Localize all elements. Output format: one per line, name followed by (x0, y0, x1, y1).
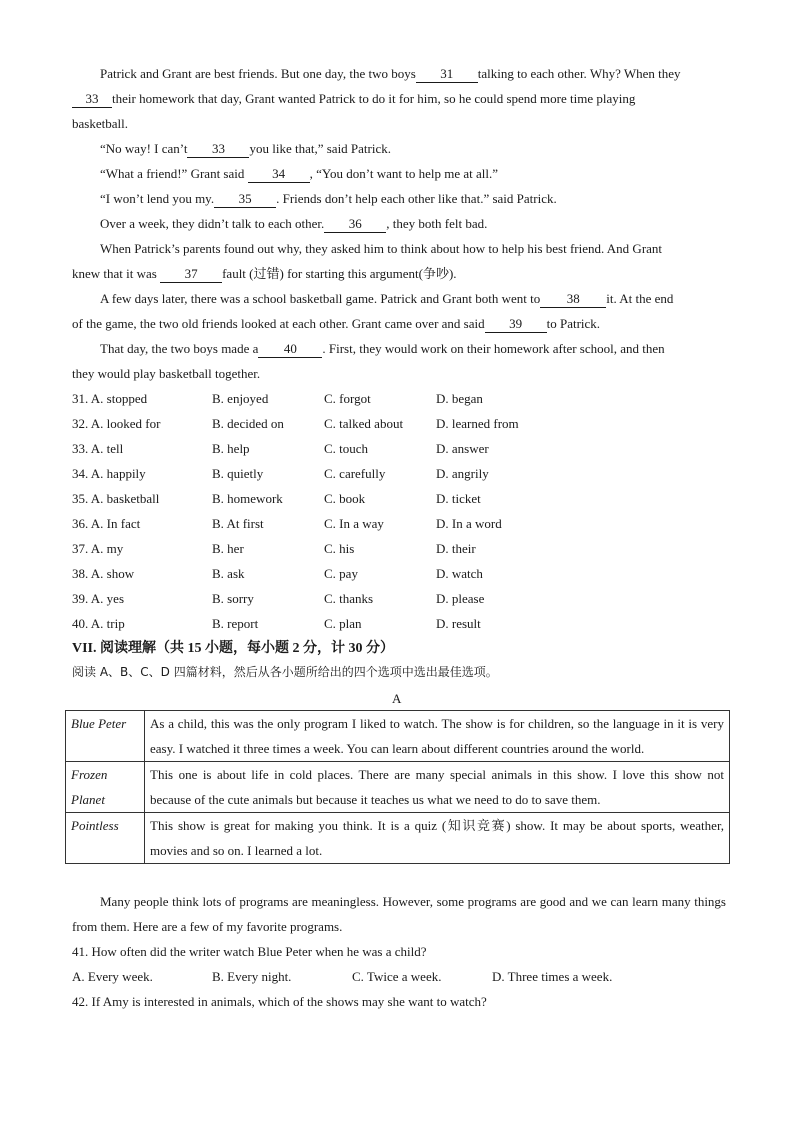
blank-36: 36 (324, 216, 386, 233)
blank-33-first: 33 (72, 91, 112, 108)
option-c: C. forgot (324, 391, 371, 406)
part-label: A (392, 691, 402, 706)
option-b: B. decided on (212, 416, 284, 431)
passage-line-10 (100, 286, 673, 311)
option-d: D. In a word (436, 516, 502, 531)
option-c: C. his (324, 541, 355, 556)
question-42: 42. If Amy is interested in animals, which of the shows may she want to watch? (72, 994, 487, 1009)
blank-33: 33 (187, 141, 249, 158)
option-d: D. result (436, 616, 481, 631)
option-d: D. began (436, 391, 483, 406)
passage-text: their homework that day, Grant wanted Patrick to do it for him, so he could spend more time playing (112, 91, 636, 106)
option-a: 37. A. my (72, 541, 124, 556)
blank-37: 37 (160, 266, 222, 283)
q41-option-c: C. Twice a week. (352, 969, 442, 984)
option-b: B. help (212, 441, 250, 456)
passage-text: . Friends don’t help each other like that.” said Patrick. (276, 191, 557, 206)
option-a: 36. A. In fact (72, 516, 141, 531)
program-description: This one is about life in cold places. There are many special animals in this show. I love this show not because of the cute animals but because it teaches us what we need to do to save them. (145, 762, 730, 813)
program-description: As a child, this was the only program I liked to watch. The show is for children, so the language in it is very easy. I watched it three times a week. You can learn about different countries around the world. (145, 711, 730, 762)
passage-line-5 (100, 161, 498, 186)
option-d: D. their (436, 541, 476, 556)
passage-line-2 (72, 86, 726, 111)
option-c: C. plan (324, 616, 362, 631)
passage-line-8: When Patrick’s parents found out why, they asked him to think about how to help his best friend. And Grant (100, 241, 663, 256)
option-b: B. ask (212, 566, 245, 581)
passage-text: fault (过错) for starting this argument(争吵). (222, 266, 457, 281)
passage-line-1 (100, 61, 681, 86)
option-b: B. homework (212, 491, 283, 506)
passage-line-11 (72, 311, 600, 336)
passage-text: knew that it was (72, 266, 157, 281)
option-c: C. touch (324, 441, 369, 456)
option-d: D. learned from (436, 416, 519, 431)
option-b: B. enjoyed (212, 391, 269, 406)
program-description: This show is great for making you think. It is a quiz (知识竞赛) show. It may be about sports, weather, movies and so on. I learned a lot. (145, 813, 730, 864)
option-c: C. talked about (324, 416, 404, 431)
passage-text: “No way! I can’t (100, 141, 188, 156)
option-d: D. watch (436, 566, 483, 581)
option-b: B. her (212, 541, 244, 556)
option-c: C. pay (324, 566, 358, 581)
section-instruction: 阅读 A、B、C、D 四篇材料，然后从各小题所给出的四个选项中选出最佳选项。 (72, 665, 498, 679)
option-c: C. thanks (324, 591, 374, 606)
blank-38: 38 (540, 291, 606, 308)
q41-option-a: A. Every week. (72, 969, 153, 984)
option-a: 32. A. looked for (72, 416, 161, 431)
q41-option-b: B. Every night. (212, 969, 292, 984)
passage-text: , “You don’t want to help me at all.” (309, 166, 498, 181)
blank-35: 35 (214, 191, 276, 208)
blank-34: 34 (248, 166, 310, 183)
passage-line-7 (100, 211, 487, 236)
program-name: Pointless (66, 813, 145, 864)
passage-line-6 (100, 186, 557, 211)
program-name: Frozen Planet (66, 762, 145, 813)
passage-line-13: they would play basketball together. (72, 366, 261, 381)
option-c: C. carefully (324, 466, 386, 481)
passage-text: , they both felt bad. (386, 216, 488, 231)
option-a: 33. A. tell (72, 441, 124, 456)
option-a: 38. A. show (72, 566, 135, 581)
passage-text: Patrick and Grant are best friends. But one day, the two boys (100, 66, 416, 81)
option-a: 35. A. basketball (72, 491, 160, 506)
option-c: C. In a way (324, 516, 384, 531)
passage-text: “What a friend!” Grant said (100, 166, 245, 181)
option-b: B. sorry (212, 591, 254, 606)
option-b: B. At first (212, 516, 264, 531)
passage-text: A few days later, there was a school basketball game. Patrick and Grant both went to (100, 291, 541, 306)
section-title: VII. 阅读理解（共 15 小题，每小题 2 分，计 30 分） (72, 641, 395, 656)
programs-table (65, 710, 730, 864)
option-a: 31. A. stopped (72, 391, 148, 406)
option-d: D. ticket (436, 491, 481, 506)
passage-text: you like that,” said Patrick. (249, 141, 392, 156)
option-a: 34. A. happily (72, 466, 146, 481)
program-name: Blue Peter (66, 711, 145, 762)
passage-text: to Patrick. (546, 316, 601, 331)
blank-31: 31 (416, 66, 478, 83)
table-row (66, 762, 730, 813)
option-b: B. quietly (212, 466, 264, 481)
passage-line-12 (72, 336, 726, 361)
blank-40: 40 (258, 341, 322, 358)
passage-text: . First, they would work on their homework after school, and then (322, 341, 665, 356)
option-d: D. please (436, 591, 485, 606)
passage-line-9 (72, 261, 457, 286)
table-row (66, 813, 730, 864)
passage-text: talking to each other. Why? When they (477, 66, 681, 81)
option-d: D. angrily (436, 466, 489, 481)
question-41: 41. How often did the writer watch Blue Peter when he was a child? (72, 944, 427, 959)
passage-text: it. At the end (606, 291, 674, 306)
blank-39: 39 (485, 316, 547, 333)
option-b: B. report (212, 616, 259, 631)
passage-text: Over a week, they didn’t talk to each other. (100, 216, 325, 231)
passage-line-4 (100, 136, 391, 161)
table-row (66, 711, 730, 762)
passage-text: of the game, the two old friends looked at each other. Grant came over and said (72, 316, 485, 331)
passage-text: “I won’t lend you my. (100, 191, 215, 206)
passage-line-3: basketball. (72, 116, 128, 131)
q41-option-d: D. Three times a week. (492, 969, 613, 984)
after-table-paragraph: Many people think lots of programs are meaningless. However, some programs are good and we can learn many things from them. Here are a few of my favorite programs. (72, 894, 726, 934)
passage-text: That day, the two boys made a (100, 341, 259, 356)
option-d: D. answer (436, 441, 489, 456)
option-a: 39. A. yes (72, 591, 124, 606)
option-c: C. book (324, 491, 366, 506)
option-a: 40. A. trip (72, 616, 125, 631)
